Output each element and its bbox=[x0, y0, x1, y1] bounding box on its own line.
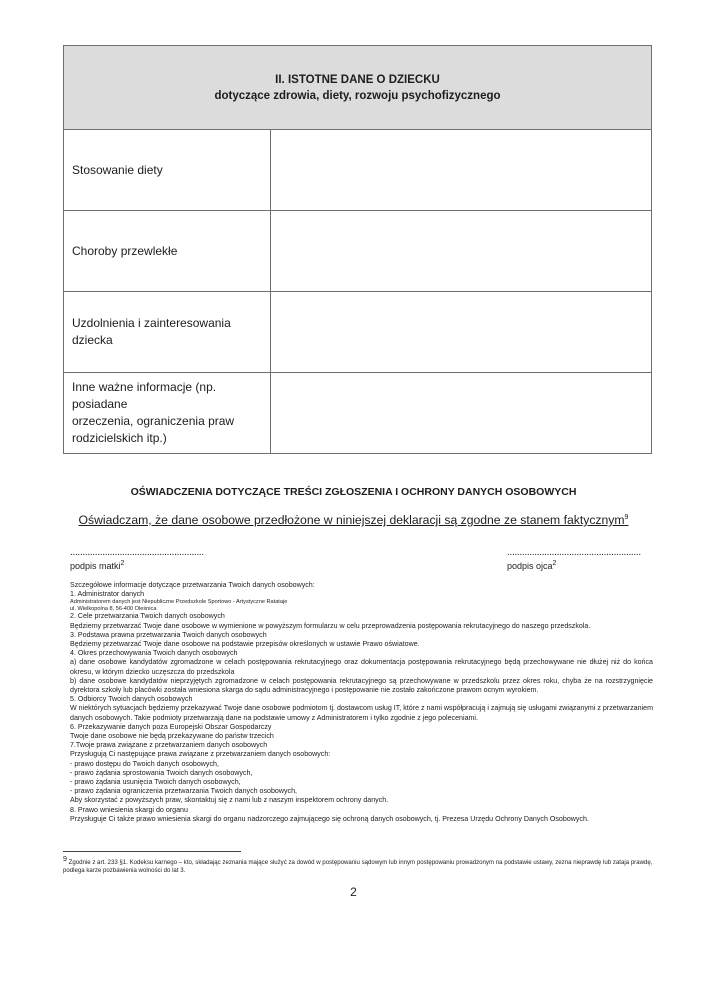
father-signature-label: podpis ojca$^2$ bbox=[507, 560, 557, 571]
footnote bbox=[63, 856, 653, 876]
row-label-other-info-line: orzeczenia, ograniczenia praw bbox=[72, 414, 235, 428]
info-line: - prawo żądania usunięcia Twoich danych osobowych, bbox=[70, 778, 241, 787]
section-subtitle: dotyczące zdrowia, diety, rozwoju psychofizycznego bbox=[214, 89, 501, 102]
child-info-table bbox=[63, 45, 652, 454]
table-row-diet bbox=[64, 130, 651, 211]
mother-signature-label: podpis matki$^2$ bbox=[70, 560, 125, 571]
info-line: Przysługuje Ci także prawo wniesienia skargi do organu nadzorczego zajmującego się ochroną danych osobowych, tj. Prezesa Urzędu Ochrony Danych Osobowych. bbox=[70, 814, 589, 823]
info-line: a) dane osobowe kandydatów zgromadzone w celach postępowania rekrutacyjnego oraz dokumentacja postępowania rekrutacyjnego będą przechowywane nie dłużej niż do końca okresu, w którym dziecko uczęszcza do przedszkola bbox=[70, 658, 653, 676]
diet-input-cell[interactable] bbox=[271, 130, 651, 210]
info-line: 4. Okres przechowywania Twoich danych osobowych bbox=[70, 649, 238, 658]
row-label-diet: Stosowanie diety bbox=[64, 130, 271, 210]
info-line: 8. Prawo wniesienia skargi do organu bbox=[70, 805, 188, 814]
info-line: Aby skorzystać z powyższych praw, skontaktuj się z nami lub z naszym inspektorem ochrony danych. bbox=[70, 796, 389, 805]
father-signature-line[interactable]: ...................................................... bbox=[507, 547, 641, 558]
declaration-title: OŚWIADCZENIA DOTYCZĄCE TREŚCI ZGŁOSZENIA I OCHRONY DANYCH OSOBOWYCH bbox=[130, 486, 577, 498]
other-info-input-cell[interactable] bbox=[271, 373, 651, 453]
info-line: - prawo żądania ograniczenia przetwarzania Twoich danych osobowych, bbox=[70, 787, 297, 796]
row-label-other-info-line: Inne ważne informacje (np. posiadane bbox=[72, 380, 217, 411]
gdpr-information bbox=[70, 581, 653, 824]
row-label-other-info-line: rodzicielskich itp.) bbox=[72, 431, 167, 445]
section-header bbox=[64, 46, 651, 130]
info-line: 3. Podstawa prawna przetwarzania Twoich danych osobowych bbox=[70, 630, 267, 639]
declaration-statement bbox=[0, 513, 707, 527]
footnote-divider bbox=[63, 851, 241, 852]
info-line: ul. Wielkopolna 8, 56-400 Oleśnica bbox=[70, 605, 157, 612]
footnote-marker: 9 bbox=[624, 513, 629, 521]
table-row-talents bbox=[64, 292, 651, 373]
talents-input-cell[interactable] bbox=[271, 292, 651, 372]
declaration-statement-text: Oświadczam, że dane osobowe przedłożone w niniejszej deklaracji są zgodne ze stanem faktycznym bbox=[78, 513, 625, 527]
page-number: 2 bbox=[350, 885, 357, 899]
table-row-chronic-diseases bbox=[64, 211, 651, 292]
info-line: - prawo dostępu do Twoich danych osobowych, bbox=[70, 759, 219, 768]
info-line: Będziemy przetwarzać Twoje dane osobowe na podstawie przepisów określonych w ustawie Prawo oświatowe. bbox=[70, 640, 420, 649]
info-line: Szczegółowe informacje dotyczące przetwarzania Twoich danych osobowych: bbox=[70, 581, 315, 589]
mother-signature-line[interactable]: ...................................................... bbox=[70, 547, 204, 558]
info-line: Twoje dane osobowe nie będą przekazywane do państw trzecich bbox=[70, 732, 274, 741]
footnote-text: Zgodnie z art. 233 §1. Kodeksu karnego – kto, składając zeznania mające służyć za dowód w postępowaniu sądowym lub innym postępowaniu prowadzonym na podstawie ustawy, zezna nieprawdę lub zataja prawdę, podlega karze pozbawienia wolności do lat 3. bbox=[63, 859, 653, 875]
chronic-diseases-input-cell[interactable] bbox=[271, 211, 651, 291]
footnote-number: 9 bbox=[63, 856, 67, 863]
section-title: II. ISTOTNE DANE O DZIECKU bbox=[275, 73, 440, 86]
info-line: - prawo żądania sprostowania Twoich danych osobowych, bbox=[70, 768, 253, 777]
info-line: b) dane osobowe kandydatów nieprzyjętych zgromadzone w celach postępowania rekrutacyjnego są przechowywane w przedszkolu przez okres roku, chyba że na rozstrzygnięcie dyrektora szkoły lub placówki została wniesiona skarga do sądu administracyjnego i postępowanie nie zostało zakończone prawom ocnym wyrokiem. bbox=[70, 676, 653, 695]
info-line: 1. Administrator danych bbox=[70, 590, 145, 599]
row-label-other-info bbox=[64, 373, 271, 453]
info-line: Będziemy przetwarzać Twoje dane osobowe w wymienione w powyższym formularzu w celu przeprowadzenia postępowania rekrutacyjnego do naszego przedszkola. bbox=[70, 621, 591, 630]
info-line: 2. Cele przetwarzania Twoich danych osobowych bbox=[70, 612, 225, 621]
info-line: 6. Przekazywanie danych poza Europejski Obszar Gospodarczy bbox=[70, 722, 272, 731]
info-line: 5. Odbiorcy Twoich danych osobowych bbox=[70, 695, 193, 704]
row-label-chronic-diseases: Choroby przewlekłe bbox=[64, 211, 271, 291]
row-label-talents: Uzdolnienia i zainteresowania dziecka bbox=[64, 292, 271, 372]
info-line: Administratorem danych jest Niepubliczne Przedszkole Sportowo - Artystyczne Ratataje bbox=[70, 599, 288, 606]
info-line: 7.Twoje prawa związane z przetwarzaniem danych osobowych bbox=[70, 741, 268, 750]
table-row-other-info bbox=[64, 373, 651, 453]
info-line: W niektórych sytuacjach będziemy przekazywać Twoje dane osobowe podmiotom tj. dostawcom usług IT, które z nami współpracują i zajmują się usługami związanymi z przetwarzaniem danych osobowych. Takie podmioty przetwarzają dane na podstawie umowy z Administratorem i tylko zgodnie z jego poleceniami. bbox=[70, 704, 653, 722]
info-line: Przysługują Ci następujące prawa związane z przetwarzaniem danych osobowych: bbox=[70, 750, 331, 759]
